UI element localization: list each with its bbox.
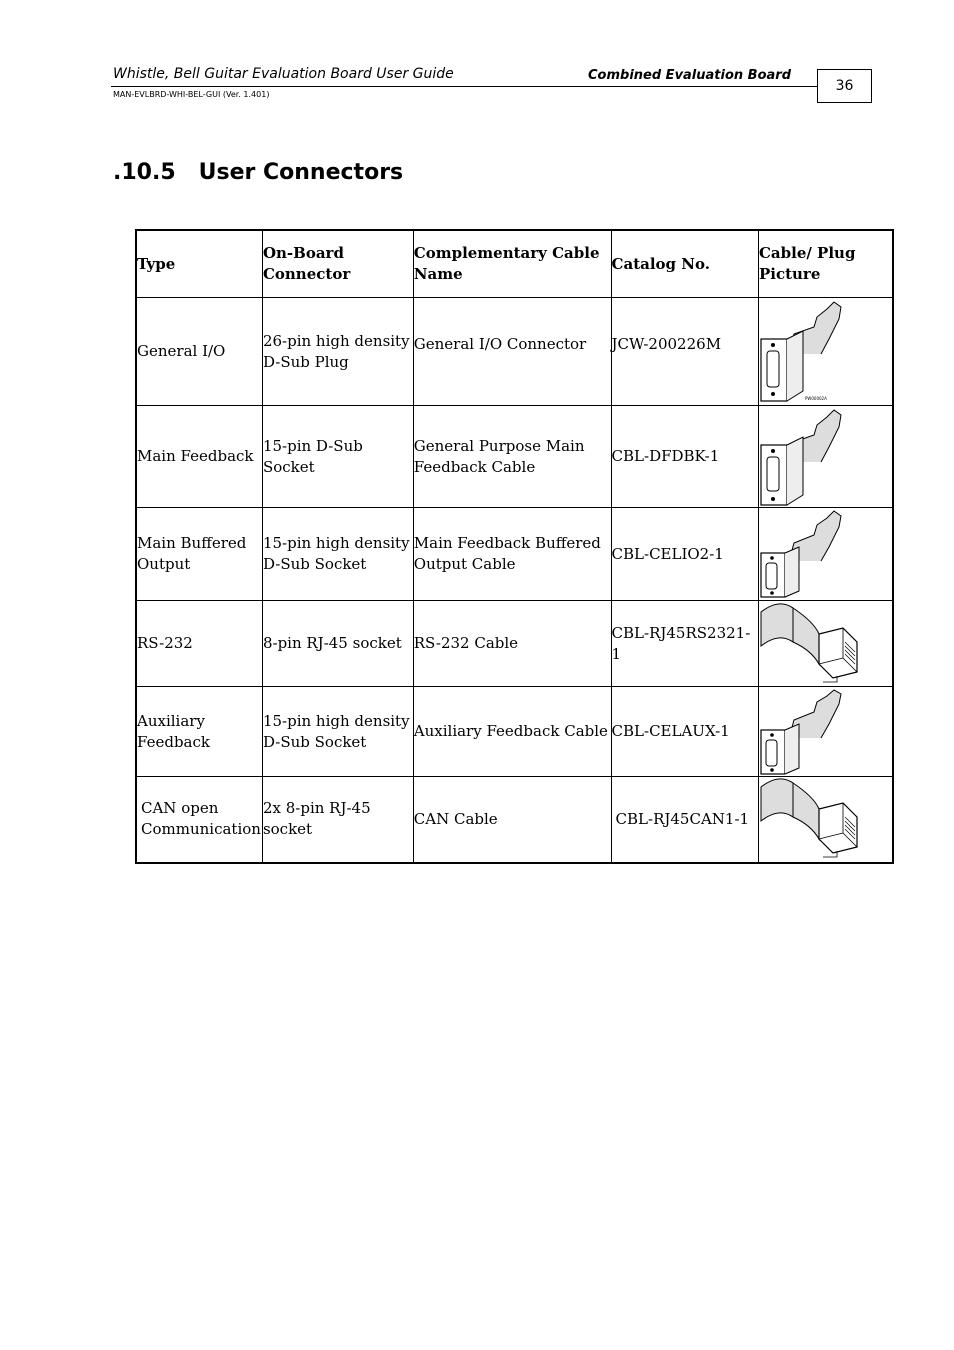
- cell-connector: 2x 8-pin RJ-45 socket: [262, 777, 413, 863]
- cell-catalog: CBL-CELAUX-1: [611, 687, 758, 777]
- cell-picture: [758, 601, 893, 687]
- cell-cable: RS-232 Cable: [413, 601, 611, 687]
- cell-cable: Main Feedback Buffered Output Cable: [413, 508, 611, 601]
- cell-connector: 15-pin D-Sub Socket: [262, 406, 413, 508]
- table-row: [136, 508, 893, 601]
- cell-connector: 26-pin high density D-Sub Plug: [262, 298, 413, 406]
- column-header-connector: On-Board Connector: [262, 230, 413, 298]
- cell-connector: 8-pin RJ-45 socket: [262, 601, 413, 687]
- cell-type: [136, 777, 262, 863]
- cell-connector: 15-pin high density D-Sub Socket: [262, 508, 413, 601]
- header-rule: [111, 86, 818, 87]
- cell-type-text: CAN open Communication: [141, 799, 261, 839]
- table-row: [136, 777, 893, 863]
- cell-catalog: CBL-CELIO2-1: [611, 508, 758, 601]
- cell-picture: [758, 508, 893, 601]
- header-section-name: Combined Evaluation Board: [588, 68, 792, 83]
- cell-cable: CAN Cable: [413, 777, 611, 863]
- table-row: [136, 601, 893, 687]
- cell-catalog: JCW-200226M: [611, 298, 758, 406]
- user-connectors-table: [135, 229, 894, 864]
- column-header-cable: Complementary Cable Name: [413, 230, 611, 298]
- cell-type: General I/O: [136, 298, 262, 406]
- cell-cable: General I/O Connector: [413, 298, 611, 406]
- cell-catalog: CBL-RJ45RS2321-1: [611, 601, 758, 687]
- cell-type: Main Feedback: [136, 406, 262, 508]
- document-id: MAN-EVLBRD-WHI-BEL-GUI (Ver. 1.401): [113, 90, 270, 99]
- section-title: User Connectors: [198, 160, 404, 185]
- cell-type: RS-232: [136, 601, 262, 687]
- cell-catalog: CBL-RJ45CAN1-1: [611, 777, 758, 863]
- table-row: [136, 298, 893, 406]
- table-row: [136, 406, 893, 508]
- cell-type: Main Buffered Output: [136, 508, 262, 601]
- column-header-type: Type: [136, 230, 262, 298]
- cell-catalog: CBL-DFDBK-1: [611, 406, 758, 508]
- dsub-cable-icon: [759, 299, 892, 405]
- rj45-cable-icon: [759, 777, 892, 861]
- section-number: .10.5: [113, 160, 176, 185]
- cell-picture: [758, 406, 893, 508]
- cell-cable: Auxiliary Feedback Cable: [413, 687, 611, 777]
- picture-label: PW00002A: [804, 395, 827, 401]
- cell-type: Auxiliary Feedback: [136, 687, 262, 777]
- cell-picture: [758, 687, 893, 777]
- table-header-row: [136, 230, 893, 298]
- section-heading: [113, 160, 403, 185]
- dsub-cable-icon: [759, 407, 892, 507]
- column-header-catalog: Catalog No.: [611, 230, 758, 298]
- dsub-cable-icon: [759, 688, 892, 776]
- rj45-cable-icon: [759, 602, 892, 686]
- cell-cable: General Purpose Main Feedback Cable: [413, 406, 611, 508]
- column-header-picture: Cable/ Plug Picture: [758, 230, 893, 298]
- document-title: Whistle, Bell Guitar Evaluation Board User Guide: [113, 66, 454, 82]
- cell-connector: 15-pin high density D-Sub Socket: [262, 687, 413, 777]
- table-row: [136, 687, 893, 777]
- page-number: 36: [817, 69, 872, 103]
- cell-picture: [758, 777, 893, 863]
- cell-picture: [758, 298, 893, 406]
- dsub-cable-icon: [759, 509, 892, 600]
